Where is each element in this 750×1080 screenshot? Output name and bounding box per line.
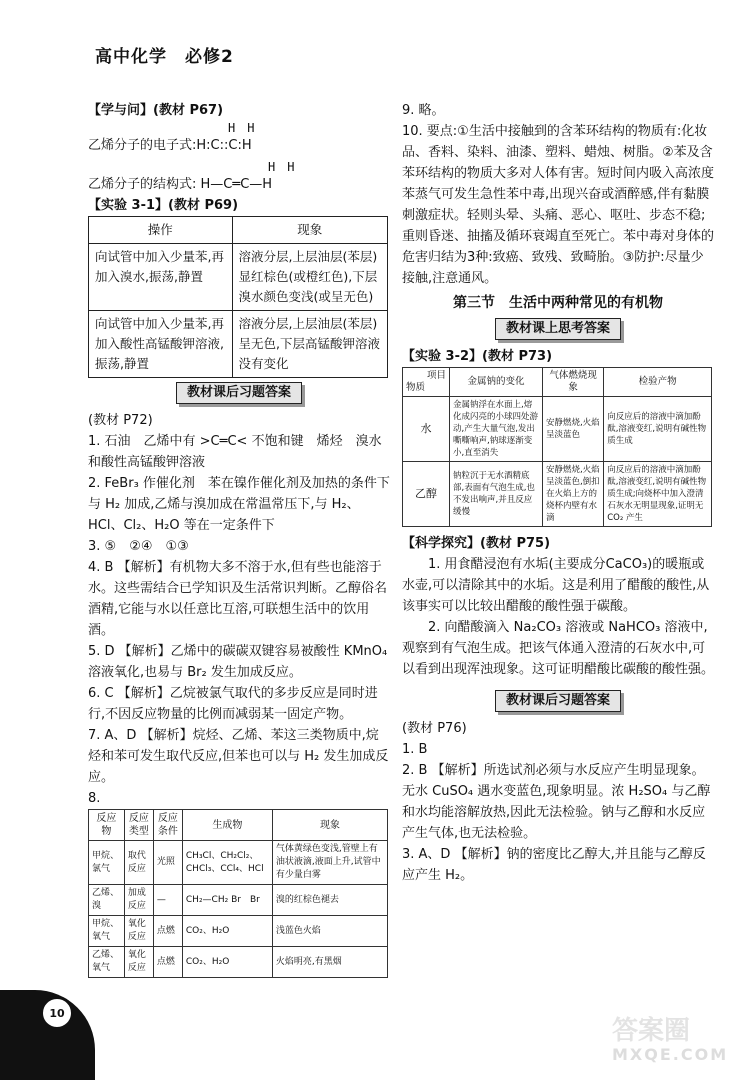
table-row	[89, 841, 388, 885]
table-cell: 甲烷、氧气	[89, 916, 125, 947]
experiment-31-table	[88, 216, 388, 378]
page-number: 10	[40, 996, 74, 1030]
experiment-32-heading: 【实验 3-2】(教材 P73)	[402, 349, 553, 364]
table-cell: 点燃	[153, 916, 182, 947]
table1-header: 操作	[89, 217, 233, 244]
corner-top: 项目	[426, 370, 446, 381]
table-cell: —	[153, 885, 182, 916]
table-row	[89, 244, 388, 311]
table1-header: 现象	[232, 217, 387, 244]
table-cell: 氧化反应	[124, 947, 153, 978]
study-ask-heading: 【学与问】(教材 P67)	[88, 103, 224, 118]
table-cell: CO₂、H₂O	[182, 916, 272, 947]
table-cell: 向试管中加入少量苯,再加入酸性高锰酸钾溶液,振荡,静置	[89, 311, 233, 378]
textbook-ref: (教材 P72)	[88, 413, 153, 428]
struct-formula: 乙烯分子的结构式: H—C═C—H	[88, 177, 273, 192]
table-cell: 加成反应	[124, 885, 153, 916]
answer-item: 4. B 【解析】有机物大多不溶于水,但有些也能溶于水。这些需结合已学知识及生活常识判断。乙醇俗名酒精,它能与水以任意比互溶,可联想生活中的饮用酒。	[88, 560, 388, 638]
table-row	[89, 947, 388, 978]
experiment-32-table	[402, 367, 712, 527]
section-banner: 教材课后习题答案	[495, 690, 621, 712]
table3-header: 检验产物	[604, 368, 712, 397]
table-cell: 安静燃烧,火焰呈淡蓝色,倒扣在火焰上方的烧杯内壁有水滴	[542, 462, 603, 527]
table2-header: 反应类型	[124, 810, 153, 841]
answer-item: 7. A、D 【解析】烷烃、乙烯、苯这三类物质中,烷烃和苯可发生取代反应,但苯也可以与 H₂ 发生加成反应。	[88, 728, 389, 785]
table-cell: 溶液分层,上层油层(苯层)呈无色,下层高锰酸钾溶液没有变化	[232, 311, 387, 378]
table-cell: 向反应后的溶液中滴加酚酞,溶液变红,说明有碱性物质生成;向烧杯中加入澄清石灰水无明显现象,证明无 CO₂ 产生	[604, 462, 712, 527]
table-cell: 溴的红棕色褪去	[272, 885, 387, 916]
answer-item: 5. D 【解析】乙烯中的碳碳双键容易被酸性 KMnO₄ 溶液氧化,也易与 Br₂ 发生加成反应。	[88, 644, 388, 680]
table-cell: 氧化反应	[124, 916, 153, 947]
answer-item-9: 9. 略。	[402, 103, 445, 118]
textbook-ref: (教材 P76)	[402, 721, 467, 736]
table-row	[89, 885, 388, 916]
answer-item: 3. A、D 【解析】钠的密度比乙醇大,并且能与乙醇反应产生 H₂。	[402, 847, 706, 883]
table3-corner	[403, 368, 450, 397]
watermark-logo: 答案圈	[612, 1016, 691, 1046]
table-cell: 浅蓝色火焰	[272, 916, 387, 947]
watermark-url: MXQE.COM	[612, 1045, 729, 1064]
table-cell: 光照	[153, 841, 182, 885]
h-row: H H	[228, 121, 255, 135]
table-cell: 取代反应	[124, 841, 153, 885]
table-cell: 溶液分层,上层油层(苯层)显红棕色(或橙红色),下层溴水颜色变浅(或呈无色)	[232, 244, 387, 311]
table3-header: 金属钠的变化	[450, 368, 543, 397]
section-banner: 教材课后习题答案	[176, 382, 302, 404]
table-row	[403, 462, 712, 527]
section-title: 第三节 生活中两种常见的有机物	[453, 295, 663, 311]
table-cell: 金属钠浮在水面上,熔化成闪亮的小球四处游动,产生大量气泡,发出嘶嘶响声,钠球逐渐变小,直至消失	[450, 397, 543, 462]
table-cell: 安静燃烧,火焰呈淡蓝色	[542, 397, 603, 462]
table-cell: 火焰明亮,有黑烟	[272, 947, 387, 978]
sci-explore-heading: 【科学探究】(教材 P75)	[402, 536, 551, 551]
table-cell: CH₂—CH₂ Br Br	[182, 885, 272, 916]
paragraph: 2. 向醋酸滴入 Na₂CO₃ 溶液或 NaHCO₃ 溶液中,观察到有气泡生成。把该气体通入澄清的石灰水中,可以看到出现浑浊现象。这可证明醋酸比碳酸的酸性强。	[402, 620, 715, 677]
answer-item: 2. FeBr₃ 作催化剂 苯在镍作催化剂及加热的条件下与 H₂ 加成,乙烯与溴加成在常温常压下,与 H₂、HCl、Cl₂、H₂O 等在一定条件下	[88, 476, 390, 533]
table2-header: 现象	[272, 810, 387, 841]
item8-label: 8.	[88, 791, 101, 806]
table-row	[89, 311, 388, 378]
right-column	[402, 100, 714, 886]
answer-item: 1. B	[402, 742, 428, 757]
table-cell: 点燃	[153, 947, 182, 978]
paragraph: 1. 用食醋浸泡有水垢(主要成分CaCO₃)的暖瓶或水壶,可以清除其中的水垢。这是利用了醋酸的酸性,从该事实可以比较出醋酸的酸性强于碳酸。	[402, 557, 710, 614]
table-cell: 气体黄绿色变浅,管壁上有油状液滴,液面上升,试管中有少量白雾	[272, 841, 387, 885]
table-cell: 钠粒沉于无水酒精底部,表面有气泡生成,也不发出响声,并且反应缓慢	[450, 462, 543, 527]
electron-formula: 乙烯分子的电子式:H:C::C:H	[88, 138, 252, 153]
reaction-table	[88, 809, 388, 978]
table3-header: 气体燃烧现象	[542, 368, 603, 397]
table-cell: 乙烯、氧气	[89, 947, 125, 978]
table2-header: 反应条件	[153, 810, 182, 841]
answer-item: 3. ⑤ ②④ ①③	[88, 539, 189, 554]
table-row	[89, 916, 388, 947]
section-banner: 教材课上思考答案	[495, 318, 621, 340]
answer-item: 1. 石油 乙烯中有 >C═C< 不饱和键 烯烃 溴水和酸性高锰酸钾溶液	[88, 434, 382, 470]
table2-header: 反应物	[89, 810, 125, 841]
experiment-31-heading: 【实验 3-1】(教材 P69)	[88, 198, 239, 213]
answer-item: 2. B 【解析】所选试剂必须与水反应产生明显现象。无水 CuSO₄ 遇水变蓝色,现象明显。浓 H₂SO₄ 与乙醇和水均能溶解放热,因此无法检验。钠与乙醇和水反应产生气体,也无法检验。	[402, 763, 711, 841]
table-row	[403, 397, 712, 462]
table-cell: 向试管中加入少量苯,再加入溴水,振荡,静置	[89, 244, 233, 311]
table-cell: 向反应后的溶液中滴加酚酞,溶液变红,说明有碱性物质生成	[604, 397, 712, 462]
table2-header: 生成物	[182, 810, 272, 841]
answer-item-10: 10. 要点:①生活中接触到的含苯环结构的物质有:化妆品、香料、染料、油漆、塑料、蜡烛、树脂。②苯及含苯环结构的物质大多对人体有害。短时间内吸入高浓度苯蒸气可发生急性苯中毒,出现兴奋或酒醉感,伴有黏膜刺激症状。轻则头晕、头痛、恶心、呕吐、步态不稳;重则昏迷、抽搐及循环衰竭直至死亡。苯中毒对身体的危害归结为3种:致癌、致残、致畸胎。③防护:尽量少接触,注意通风。	[402, 124, 715, 286]
left-column	[88, 100, 390, 978]
corner-bottom: 物质	[406, 382, 426, 393]
table-cell: 甲烷、氯气	[89, 841, 125, 885]
table-cell: 乙烯、溴	[89, 885, 125, 916]
answer-item: 6. C 【解析】乙烷被氯气取代的多步反应是同时进行,不因反应物量的比例而减弱某一固定产物。	[88, 686, 378, 722]
table-cell: 乙醇	[403, 462, 450, 527]
table-cell: 水	[403, 397, 450, 462]
table-cell: CO₂、H₂O	[182, 947, 272, 978]
struct-h-row: H H	[268, 160, 295, 174]
table-cell: CH₃Cl、CH₂Cl₂、CHCl₃、CCl₄、HCl	[182, 841, 272, 885]
page-header-title: 高中化学 必修2	[95, 47, 234, 67]
